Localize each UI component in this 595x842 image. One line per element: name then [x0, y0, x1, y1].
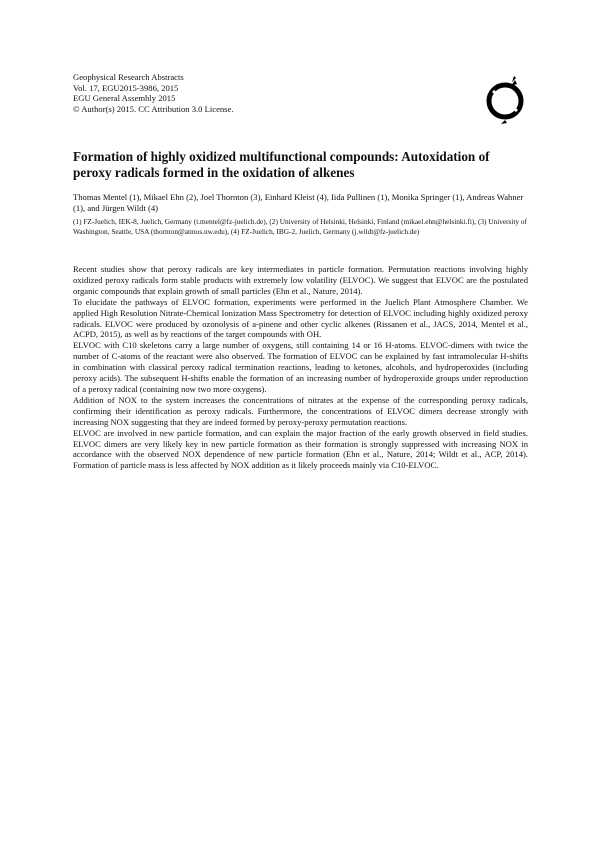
paragraph: ELVOC with C10 skeletons carry a large number of oxygens, still containing 14 or 16 H-atoms. ELVOC-dimers with twice the number of C-atoms of the reactant were also observed. The formation of ELVOC can be explained by fast intramolecular H-shifts in combination with classical peroxy radical termination reactions, leading to ketones, alcohols, and hydroperoxides (including peroxy acids). The subsequent H-shifts enable the formation of an increasing number of hydroperoxide groups under reproduction of a peroxy radical (containing now two more oxygens). [73, 340, 528, 394]
paragraph: To elucidate the pathways of ELVOC formation, experiments were performed in the Juelich Plant Atmosphere Chamber. We applied High Resolution Nitrate-Chemical Ionization Mass Spectrometry for detection of ELVOC including highly oxidized peroxy radicals. ELVOC were produced by ozonolysis of a-pinene and other cyclic alkenes (Rissanen et al., JACS, 2014, Mentel et al., ACPD, 2015), as well as by reactions of the target compounds with OH. [73, 296, 528, 340]
license-notice: © Author(s) 2015. CC Attribution 3.0 License. [73, 103, 234, 114]
paragraph: Recent studies show that peroxy radicals are key intermediates in particle formation. Permutation reactions involving highly oxidized peroxy radicals form stable products with extremely low volatility (ELVOC). We suggest that ELVOC are the postulated organic compounds that explain growth of small particles (Ehn et al., Nature, 2014). [73, 264, 528, 296]
volume-info: Vol. 17, EGU2015-3986, 2015 [73, 82, 179, 93]
journal-name: Geophysical Research Abstracts [73, 72, 184, 82]
author-list: Thomas Mentel (1), Mikael Ehn (2), Joel Thornton (3), Einhard Kleist (4), Iida Pullinen (1), Monika Springer (1), Andreas Wahner (1), and Jürgen Wildt (4) [73, 192, 524, 213]
affiliations: (1) FZ-Juelich, IEK-8, Juelich, Germany (t.mentel@fz-juelich.de), (2) University of Helsinki, Helsinki, Finland (mikael.ehn@helsinki.fi), (3) University of Washington, Seattle, USA (thornton@atmos.uw.edu), (4) FZ-Juelich, IBG-2, Juelich, Germany (j.wildt@fz-juelich.de) [73, 217, 527, 236]
publication-header [73, 72, 234, 114]
abstract-body [73, 264, 528, 471]
assembly-name: EGU General Assembly 2015 [73, 93, 176, 104]
paper-title: Formation of highly oxidized multifunctional compounds: Autoxidation of peroxy radicals formed in the oxidation of alkenes [73, 149, 490, 181]
paragraph: Addition of NOX to the system increases the concentrations of nitrates at the expense of the corresponding peroxy radicals, confirming their identification as peroxy radicals. Furthermore, the concentrations of ELVOC dimers decrease strongly with increasing NOX suggesting that they are indeed formed by peroxy-peroxy permutation reactions. [73, 394, 528, 427]
egu-logo [481, 76, 529, 124]
paragraph: ELVOC are involved in new particle formation, and can explain the major fraction of the early growth observed in field studies. ELVOC dimers are very likely key in new particle formation as their formation is strongly suppressed with increasing NOX in accordance with the observed NOX dependence of new particle formation (Ehn et al., Nature, 2014; Wildt et al., ACP, 2014). Formation of particle mass is less affected by NOX addition as it likely proceeds mainly via C10-ELVOC. [73, 427, 528, 471]
